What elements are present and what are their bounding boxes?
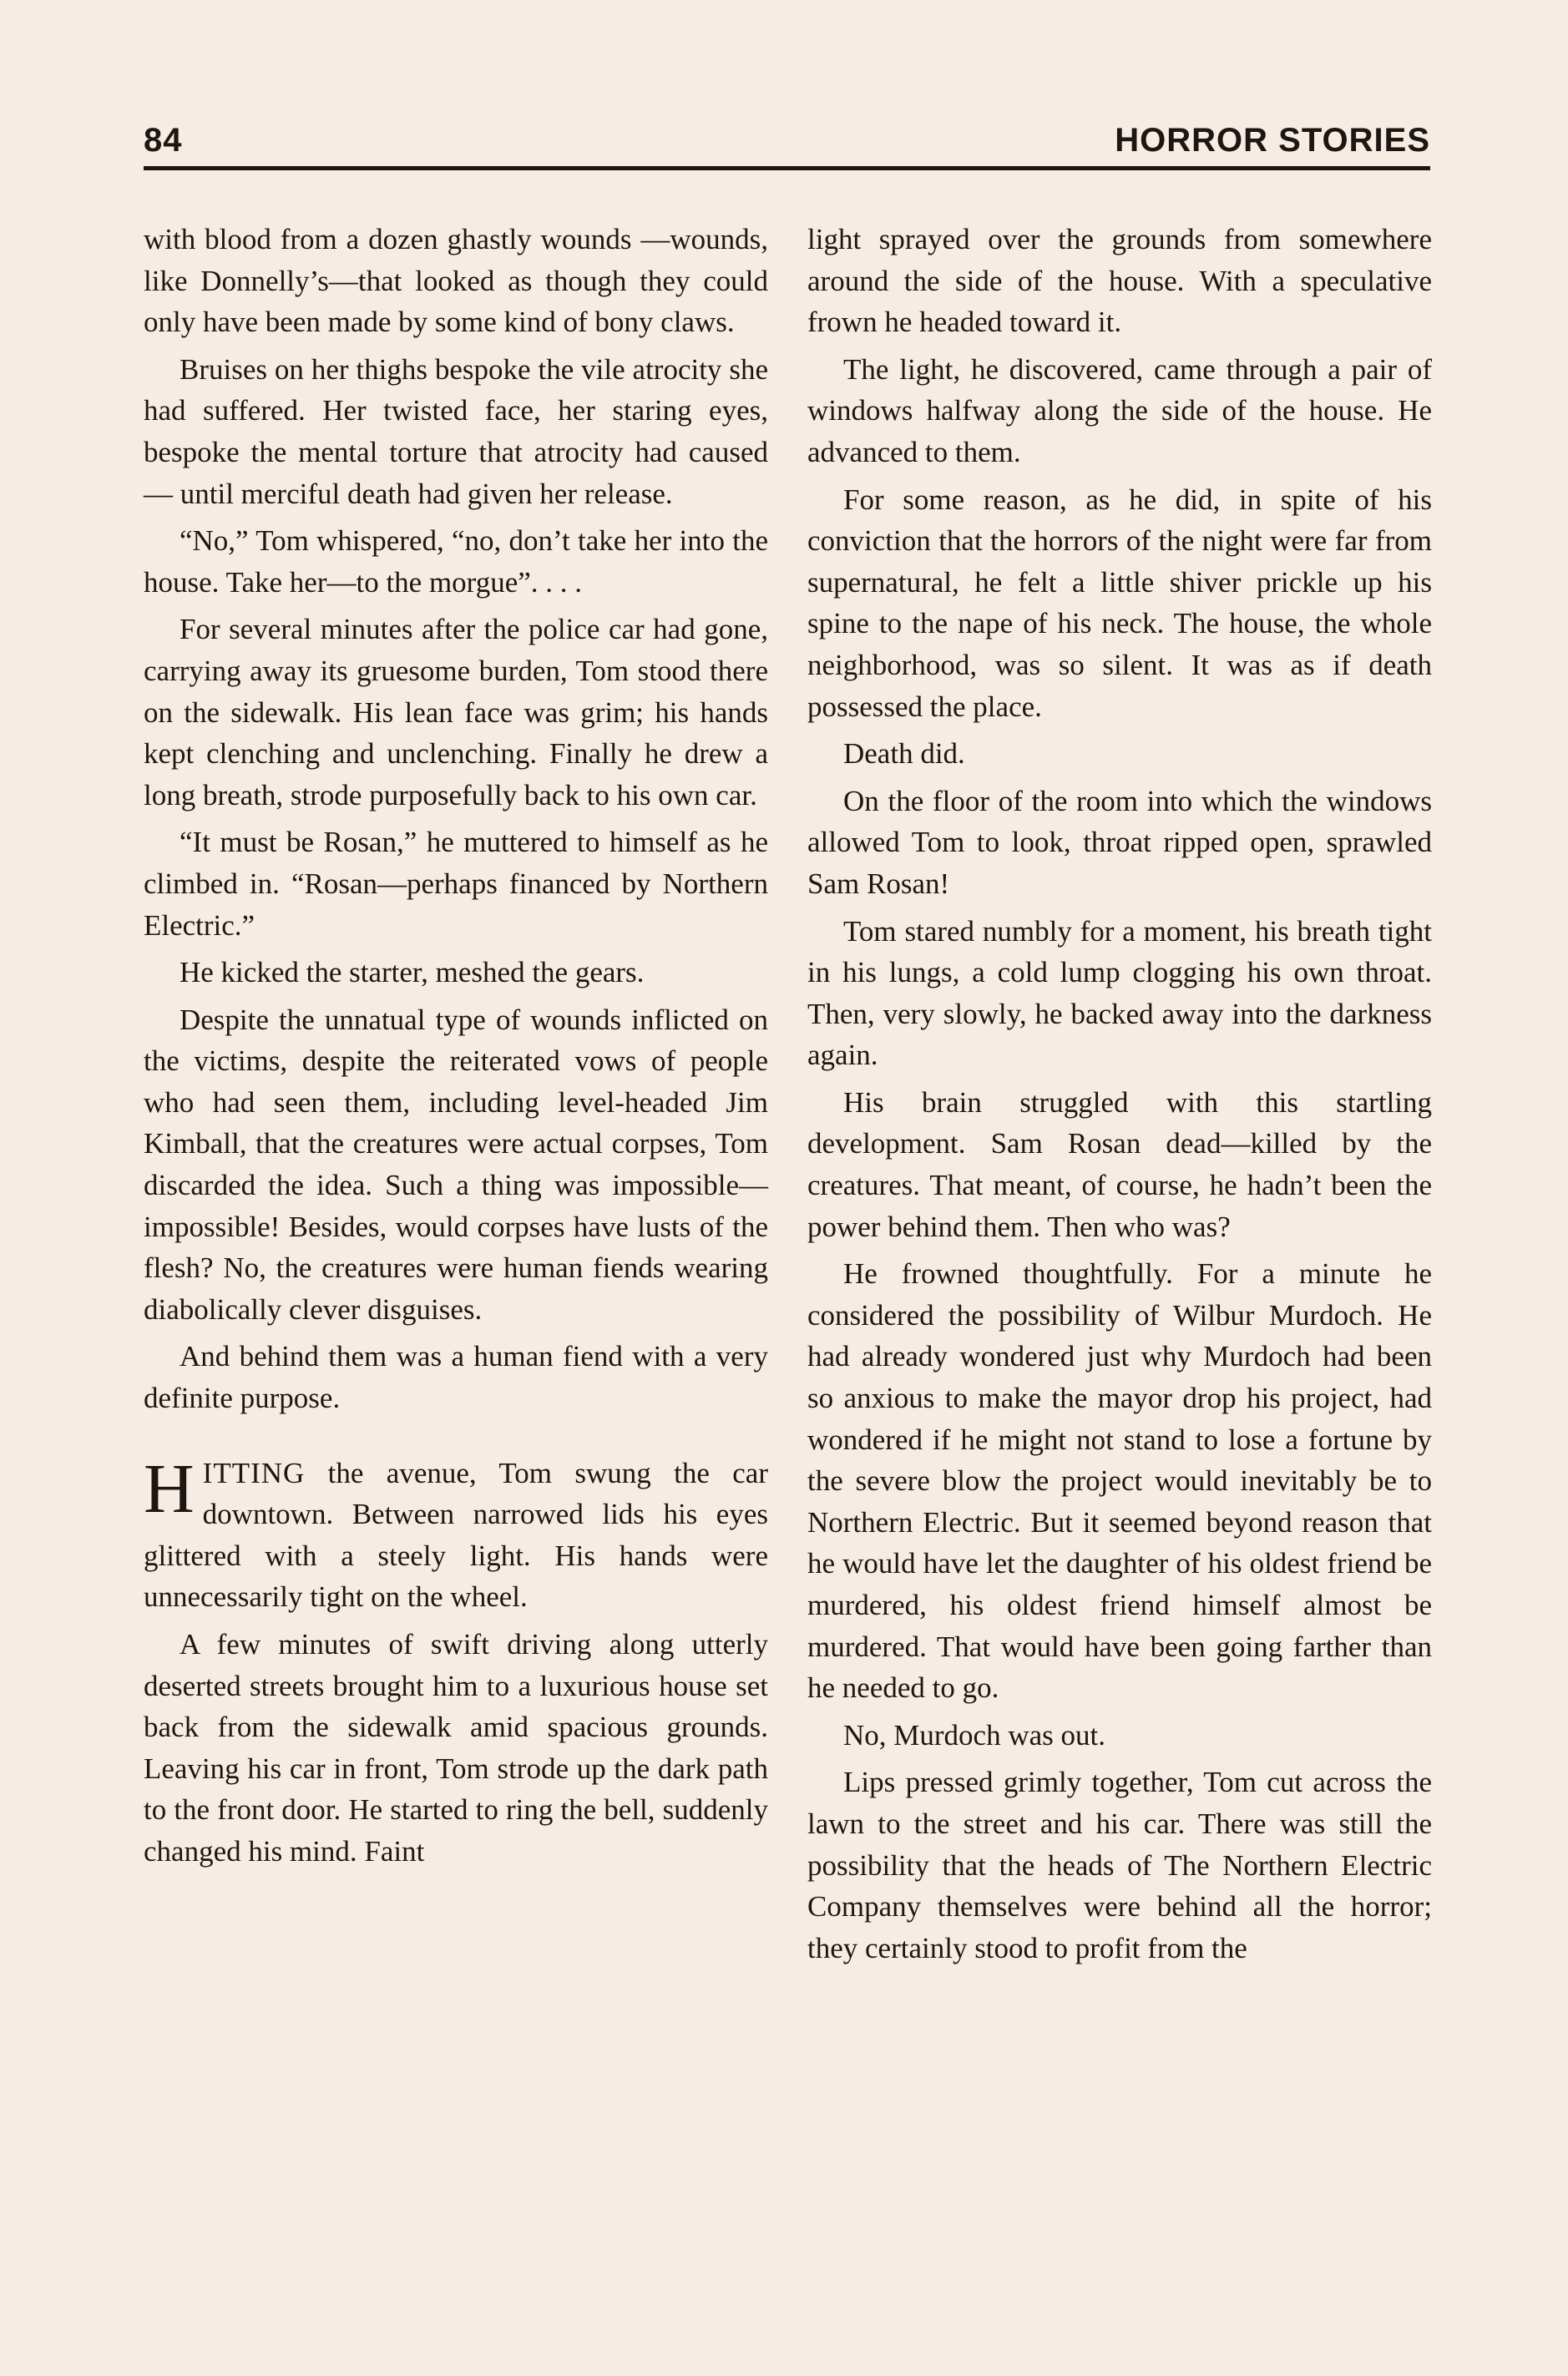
paragraph: “No,” Tom whispered, “no, don’t take her into the house. Take her—to the morgue”. . . . [144, 524, 768, 599]
paragraph: with blood from a dozen ghastly wounds —wounds, like Donnelly’s—that looked as though they could only have been made by some kind of bony claws. [144, 223, 768, 339]
paragraph: On the floor of the room into which the windows allowed Tom to look, throat ripped open, sprawled Sam Rosan! [807, 784, 1432, 900]
paragraph: Bruises on her thighs bespoke the vile atrocity she had suffered. Her twisted face, her staring eyes, bespoke the mental torture that atrocity had caused — until merciful death had given her release. [144, 352, 768, 510]
left-column [144, 219, 768, 1878]
section-opening-paragraph [144, 1449, 768, 1618]
paragraph-text: the avenue, Tom swung the car downtown. Between narrowed lids his eyes glittered with a steely light. His hands were unnecessarily tight on the wheel. [144, 1456, 768, 1614]
paragraph: His brain struggled with this startling development. Sam Rosan dead—killed by the creatures. That meant, of course, he hadn’t been the power behind them. Then who was? [807, 1085, 1432, 1243]
paragraph: No, Murdoch was out. [843, 1718, 1105, 1752]
paragraph: Death did. [843, 737, 965, 771]
page-number: 84 [144, 122, 183, 159]
paragraph: The light, he discovered, came through a pair of windows halfway along the side of the house. He advanced to them. [807, 352, 1432, 468]
drop-cap: H [144, 1449, 195, 1528]
paragraph: Despite the unnatual type of wounds inflicted on the victims, despite the reiterated vows of people who had seen them, including level-headed Jim Kimball, that the creatures were actual corpses, Tom discarded the idea. Such a thing was impossible—impossible! Besides, would corpses have lusts of the flesh? No, the creatures were human fiends wearing diabolically clever disguises. [144, 1003, 768, 1326]
paragraph: A few minutes of swift driving along utterly deserted streets brought him to a luxurious house set back from the sidewalk amid spacious grounds. Leaving his car in front, Tom strode up the dark path to the front door. He started to ring the bell, suddenly changed his mind. Faint [144, 1628, 768, 1868]
right-column [807, 219, 1432, 1974]
paragraph: He kicked the starter, meshed the gears. [180, 956, 645, 989]
paragraph: For several minutes after the police car had gone, carrying away its gruesome burden, Tom stood there on the sidewalk. His lean face was grim; his hands kept clenching and unclenching. Finally he drew a long breath, strode purposefully back to his own car. [144, 613, 768, 811]
header-rule [144, 166, 1430, 170]
small-caps-word: ITTING [202, 1456, 306, 1489]
page-header [144, 117, 1430, 169]
paragraph: He frowned thoughtfully. For a minute he considered the possibility of Wilbur Murdoch. He had already wondered just why Murdoch had been so anxious to make the mayor drop his project, had wondered if he might not stand to lose a fortune by the severe blow the project would inevitably be to Northern Electric. But it seemed beyond reason that he would have let the daughter of his oldest friend be murdered, his oldest friend himself almost be murdered. That would have been going farther than he needed to go. [807, 1257, 1432, 1705]
paragraph: “It must be Rosan,” he muttered to himself as he climbed in. “Rosan—perhaps financed by Northern Electric.” [144, 826, 768, 942]
paragraph: Lips pressed grimly together, Tom cut across the lawn to the street and his car. There was still the possibility that the heads of The Northern Electric Company themselves were behind all the horror; they certainly stood to profit from the [807, 1766, 1432, 1964]
paragraph: For some reason, as he did, in spite of his conviction that the horrors of the night were far from supernatural, he felt a little shiver prickle up his spine to the nape of his neck. The house, the whole neighborhood, was so silent. It was as if death possessed the place. [807, 483, 1432, 723]
running-head: HORROR STORIES [1115, 122, 1430, 159]
paragraph: light sprayed over the grounds from somewhere around the side of the house. With a speculative frown he headed toward it. [807, 223, 1432, 339]
paragraph: And behind them was a human fiend with a very definite purpose. [144, 1340, 768, 1415]
paragraph: Tom stared numbly for a moment, his breath tight in his lungs, a cold lump clogging his own throat. Then, very slowly, he backed away into the darkness again. [807, 914, 1432, 1072]
